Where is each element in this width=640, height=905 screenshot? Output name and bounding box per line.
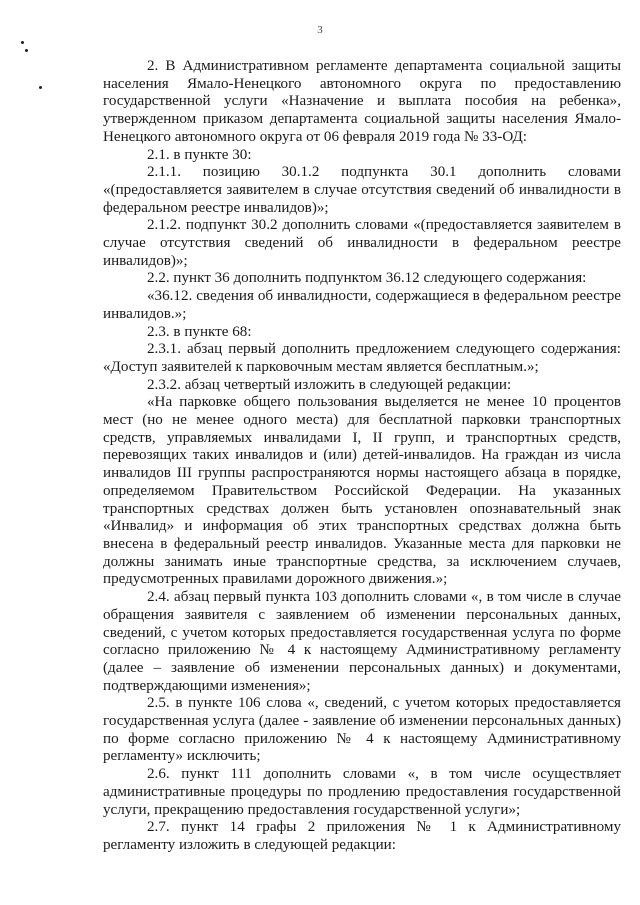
- margin-mark: [21, 41, 24, 44]
- margin-mark: [25, 49, 28, 52]
- paragraph: 2.3.1. абзац первый дополнить предложением следующего содержания: «Доступ заявителей к парковочным местам является бесплатным.»;: [103, 341, 621, 375]
- paragraph: 2.1. в пункте 30:: [147, 146, 252, 163]
- document-body: [103, 58, 621, 855]
- paragraph: 2.6. пункт 111 дополнить словами «, в том числе осуществляет административные процедуры по продлению предоставления государственной услуги, прекращению предоставления государственной услуги»;: [103, 766, 621, 818]
- paragraph: 2.3.2. абзац четвертый изложить в следующей редакции:: [147, 376, 512, 393]
- margin-mark: [39, 86, 42, 89]
- paragraph: 2.2. пункт 36 дополнить подпунктом 36.12 следующего содержания:: [147, 270, 587, 287]
- paragraph: 2.7. пункт 14 графы 2 приложения № 1 к Административному регламенту изложить в следующей редакции:: [103, 819, 621, 853]
- paragraph: 2.4. абзац первый пункта 103 дополнить словами «, в том числе в случае обращения заявителя с заявлением об изменении персональных данных, сведений, с учетом которых предоставляется государственная услуга по форме согласно приложению № 4 к настоящему Административному регламенту (далее – заявление об изменении персональных данных) и документами, подтверждающими изменения»;: [103, 589, 621, 694]
- paragraph: 2.1.1. позицию 30.1.2 подпункта 30.1 дополнить словами «(предоставляется заявителем в случае отсутствия сведений об инвалидности в федеральном реестре инвалидов)»;: [103, 164, 621, 216]
- paragraph: «36.12. сведения об инвалидности, содержащиеся в федеральном реестре инвалидов.»;: [103, 288, 621, 322]
- paragraph: 2.5. в пункте 106 слова «, сведений, с учетом которых предоставляется государственная услуга (далее - заявление об изменении персональных данных) по форме согласно приложению № 4 к настоящему Административному регламенту» исключить;: [103, 695, 621, 765]
- paragraph: «На парковке общего пользования выделяется не менее 10 процентов мест (но не менее одного места) для бесплатной парковки транспортных средств, управляемых инвалидами I, II групп, и транспортных средств, перевозящих таких инвалидов и (или) детей-инвалидов. На граждан из числа инвалидов III группы распространяются нормы настоящего абзаца в порядке, определяемом Правительством Российской Федерации. На указанных транспортных средствах должен быть установлен опознавательный знак «Инвалид» и информация об этих транспортных средствах должна быть внесена в федеральный реестр инвалидов. Указанные места для парковки не должны занимать иные транспортные средства, за исключением случаев, предусмотренных правилами дорожного движения.»;: [103, 394, 621, 588]
- page-number: 3: [317, 24, 323, 36]
- paragraph: 2.3. в пункте 68:: [147, 323, 252, 340]
- paragraph: 2. В Административном регламенте департамента социальной защиты населения Ямало-Ненецкого автономного округа по предоставлению государственной услуги «Назначение и выплата пособия на ребенка», утвержденном приказом департамента социальной защиты населения Ямало-Ненецкого автономного округа от 06 февраля 2019 года № 33-ОД:: [103, 58, 621, 145]
- paragraph: 2.1.2. подпункт 30.2 дополнить словами «(предоставляется заявителем в случае отсутствия сведений об инвалидности в федеральном реестре инвалидов)»;: [103, 217, 621, 269]
